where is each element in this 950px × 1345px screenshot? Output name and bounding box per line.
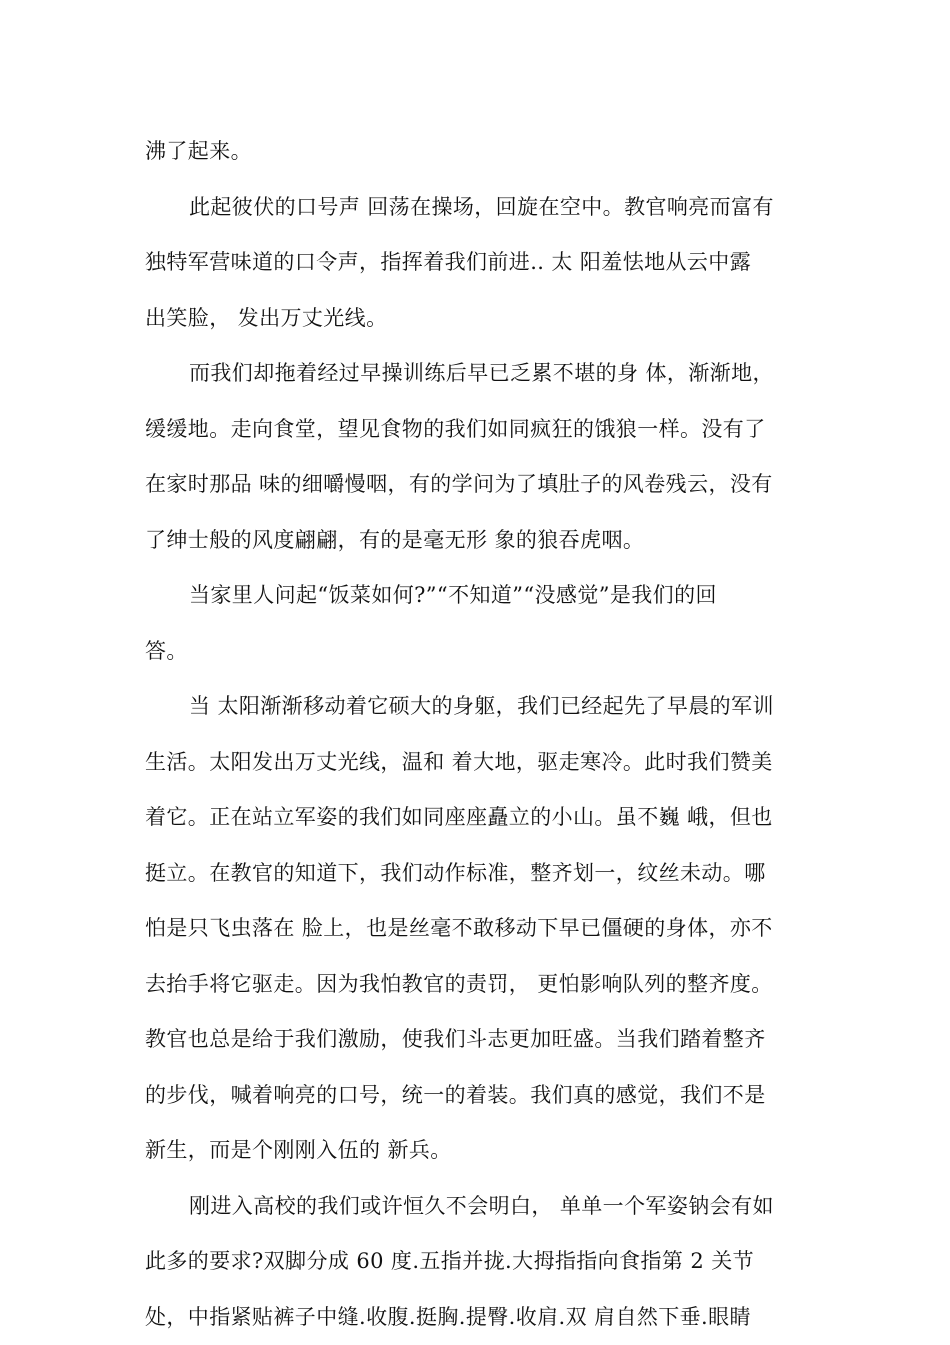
text-line-16: 去抬手将它驱走。因为我怕教官的责罚， 更怕影响队列的整齐度。	[145, 957, 815, 1013]
text-line-13: 着它。正在站立军姿的我们如同座座矗立的小山。虽不巍 峨，但也	[145, 790, 815, 846]
text-line-10: 答。	[145, 624, 815, 680]
text-line-12: 生活。太阳发出万丈光线，温和 着大地，驱走寒冷。此时我们赞美	[145, 735, 815, 791]
text-line-20: 刚进入高校的我们或许恒久不会明白， 单单一个军姿钠会有如	[145, 1179, 815, 1235]
text-line-21: 此多的要求?双脚分成 60 度.五指并拢.大拇指指向食指第 2 关节	[145, 1234, 815, 1290]
text-line-11: 当 太阳渐渐移动着它硕大的身躯，我们已经起先了早晨的军训	[145, 679, 815, 735]
text-line-3: 独特军营味道的口令声，指挥着我们前进.. 太 阳羞怯地从云中露	[145, 235, 815, 291]
text-line-4: 出笑脸， 发出万丈光线。	[145, 291, 815, 347]
text-line-17: 教官也总是给于我们激励，使我们斗志更加旺盛。当我们踏着整齐	[145, 1012, 815, 1068]
text-line-7: 在家时那品 味的细嚼慢咽，有的学问为了填肚子的风卷残云，没有	[145, 457, 815, 513]
document-body	[145, 124, 815, 1345]
text-line-6: 缓缓地。走向食堂，望见食物的我们如同疯狂的饿狼一样。没有了	[145, 402, 815, 458]
text-line-14: 挺立。在教官的知道下，我们动作标准，整齐划一，纹丝未动。哪	[145, 846, 815, 902]
text-line-5: 而我们却拖着经过早操训练后早已乏累不堪的身 体，渐渐地，	[145, 346, 815, 402]
text-line-1: 沸了起来。	[145, 124, 815, 180]
text-line-2: 此起彼伏的口号声 回荡在操场，回旋在空中。教官响亮而富有	[145, 180, 815, 236]
text-line-18: 的步伐，喊着响亮的口号，统一的着装。我们真的感觉，我们不是	[145, 1068, 815, 1124]
text-line-22: 处，中指紧贴裤子中缝.收腹.挺胸.提臀.收肩.双 肩自然下垂.眼睛	[145, 1290, 815, 1345]
text-line-8: 了绅士般的风度翩翩，有的是毫无形 象的狼吞虎咽。	[145, 513, 815, 569]
text-line-9: 当家里人问起“饭菜如何?”“不知道”“没感觉”是我们的回	[145, 568, 815, 624]
text-line-15: 怕是只飞虫落在 脸上，也是丝毫不敢移动下早已僵硬的身体，亦不	[145, 901, 815, 957]
text-line-19: 新生，而是个刚刚入伍的 新兵。	[145, 1123, 815, 1179]
